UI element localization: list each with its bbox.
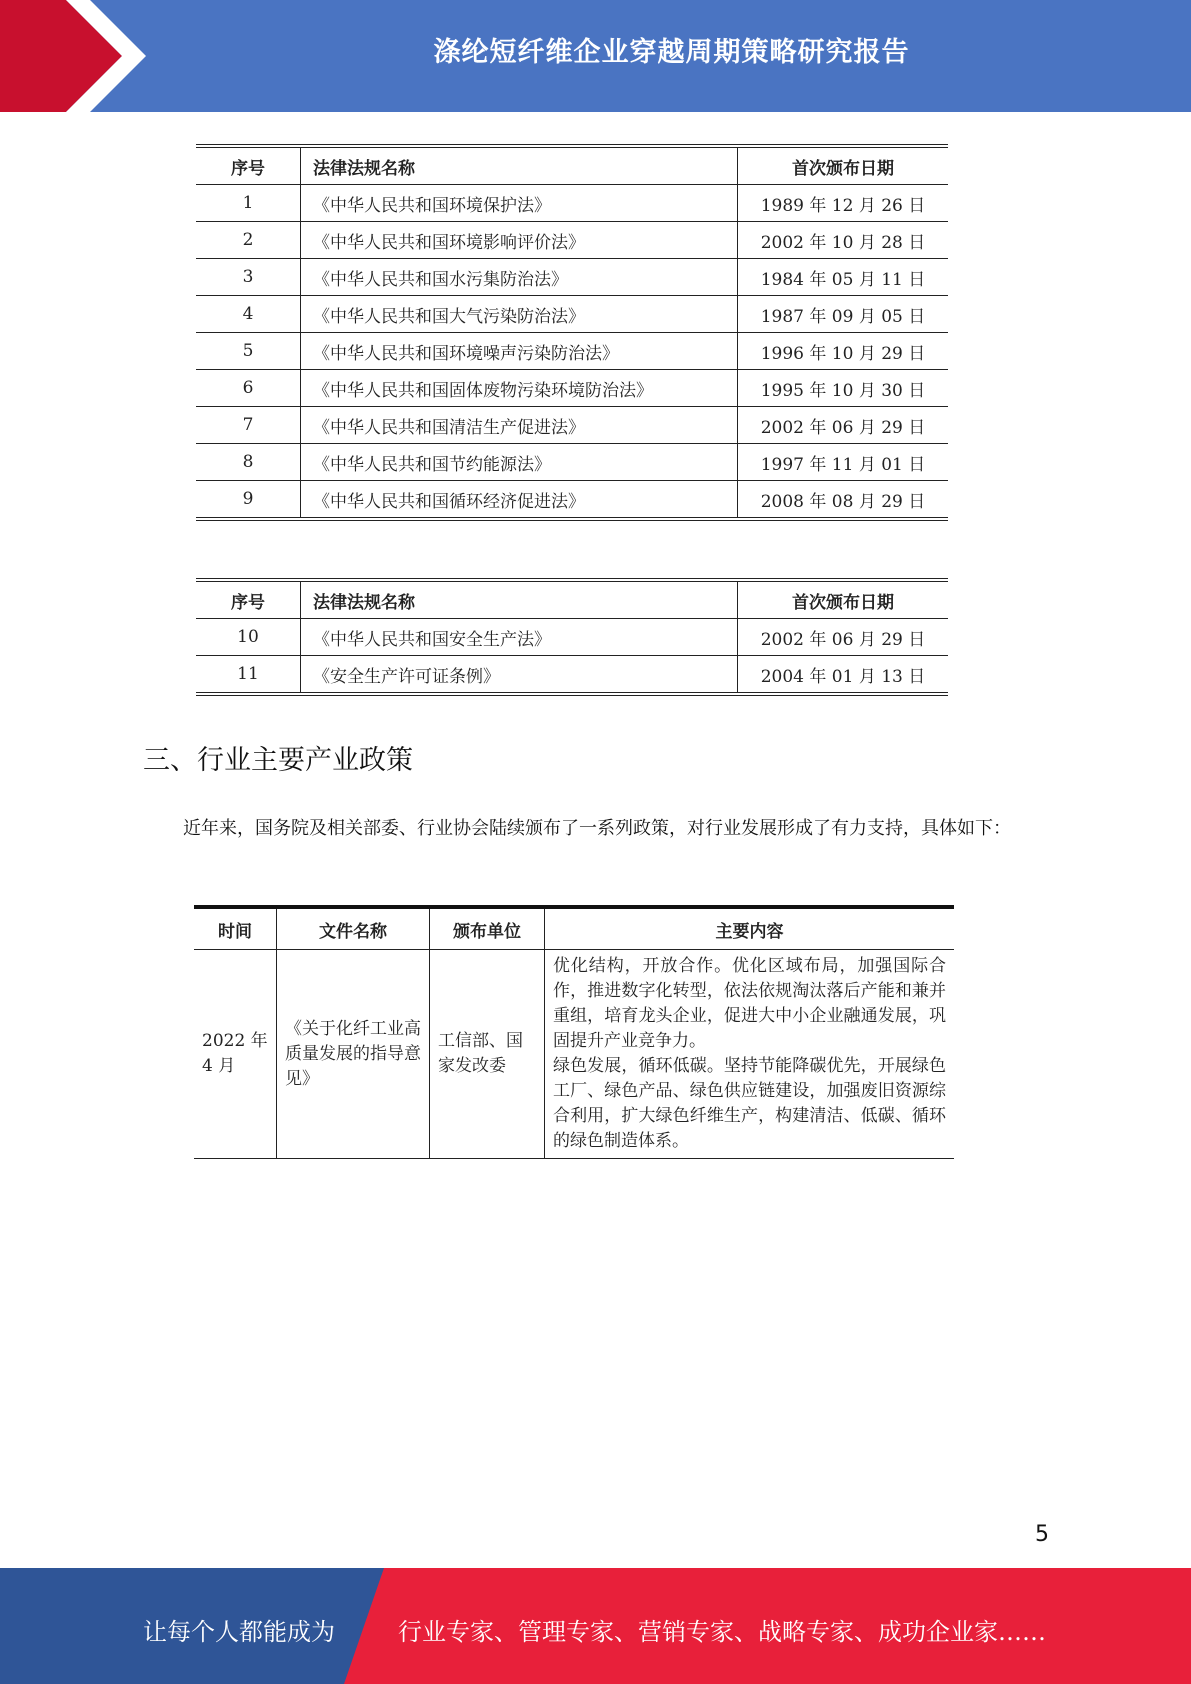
table-row bbox=[196, 185, 948, 222]
cell-law-name: 《中华人民共和国环境保护法》 bbox=[301, 185, 738, 222]
report-title: 涤纶短纤维企业穿越周期策略研究报告 bbox=[433, 37, 910, 68]
column-header-time: 时间 bbox=[194, 907, 277, 950]
cell-content bbox=[545, 950, 955, 1159]
table-row bbox=[196, 222, 948, 259]
cell-index: 5 bbox=[196, 333, 301, 370]
cell-index: 8 bbox=[196, 444, 301, 481]
cell-date: 2002 年 06 月 29 日 bbox=[738, 407, 949, 444]
table-row bbox=[196, 481, 948, 520]
cell-index: 3 bbox=[196, 259, 301, 296]
cell-law-name: 《中华人民共和国环境噪声污染防治法》 bbox=[301, 333, 738, 370]
cell-date: 2008 年 08 月 29 日 bbox=[738, 481, 949, 520]
cell-index: 10 bbox=[196, 619, 301, 656]
column-header-law-name: 法律法规名称 bbox=[301, 146, 738, 185]
content-paragraph: 优化结构，开放合作。优化区域布局，加强国际合作，推进数字化转型，依法依规淘汰落后产能和兼并重组，培育龙头企业，促进大中小企业融通发展，巩固提升产业竞争力。 bbox=[553, 956, 946, 1051]
cell-index: 2 bbox=[196, 222, 301, 259]
cell-law-name: 《中华人民共和国大气污染防治法》 bbox=[301, 296, 738, 333]
cell-date: 2002 年 06 月 29 日 bbox=[738, 619, 949, 656]
table-row bbox=[196, 333, 948, 370]
cell-law-name: 《中华人民共和国环境影响评价法》 bbox=[301, 222, 738, 259]
column-header-index: 序号 bbox=[196, 580, 301, 619]
column-header-document: 文件名称 bbox=[277, 907, 430, 950]
section-heading: 三、行业主要产业政策 bbox=[143, 745, 413, 776]
table-header-row bbox=[196, 580, 948, 619]
cell-date: 1996 年 10 月 29 日 bbox=[738, 333, 949, 370]
industry-policy-table bbox=[194, 905, 954, 1159]
cell-law-name: 《中华人民共和国循环经济促进法》 bbox=[301, 481, 738, 520]
column-header-date: 首次颁布日期 bbox=[738, 146, 949, 185]
cell-law-name: 《安全生产许可证条例》 bbox=[301, 656, 738, 695]
cell-law-name: 《中华人民共和国清洁生产促进法》 bbox=[301, 407, 738, 444]
report-header-band bbox=[0, 0, 1191, 112]
cell-document: 《关于化纤工业高质量发展的指导意见》 bbox=[277, 950, 430, 1159]
cell-index: 6 bbox=[196, 370, 301, 407]
environmental-law-table bbox=[196, 144, 948, 521]
cell-date: 1989 年 12 月 26 日 bbox=[738, 185, 949, 222]
table-row bbox=[196, 656, 948, 695]
header-chevron-decoration bbox=[0, 0, 152, 112]
cell-index: 4 bbox=[196, 296, 301, 333]
footer-slogan-right: 行业专家、管理专家、营销专家、战略专家、成功企业家…… bbox=[398, 1618, 1046, 1646]
table-header-row bbox=[196, 146, 948, 185]
column-header-date: 首次颁布日期 bbox=[738, 580, 949, 619]
safety-law-table bbox=[196, 578, 948, 696]
table-row bbox=[196, 259, 948, 296]
cell-law-name: 《中华人民共和国安全生产法》 bbox=[301, 619, 738, 656]
table-row bbox=[196, 407, 948, 444]
content-paragraph: 绿色发展，循环低碳。坚持节能降碳优先，开展绿色工厂、绿色产品、绿色供应链建设，加强废旧资源综合利用，扩大绿色纤维生产，构建清洁、低碳、循环的绿色制造体系。 bbox=[553, 1056, 946, 1151]
table-row bbox=[196, 296, 948, 333]
cell-date: 1984 年 05 月 11 日 bbox=[738, 259, 949, 296]
cell-index: 7 bbox=[196, 407, 301, 444]
cell-issuer: 工信部、国家发改委 bbox=[430, 950, 545, 1159]
column-header-content: 主要内容 bbox=[545, 907, 955, 950]
section-paragraph bbox=[143, 810, 1043, 848]
cell-time: 2022 年 4 月 bbox=[194, 950, 277, 1159]
column-header-issuer: 颁布单位 bbox=[430, 907, 545, 950]
table-row bbox=[196, 444, 948, 481]
cell-law-name: 《中华人民共和国水污集防治法》 bbox=[301, 259, 738, 296]
footer-band bbox=[0, 1568, 1191, 1684]
table-row bbox=[196, 370, 948, 407]
cell-index: 1 bbox=[196, 185, 301, 222]
cell-law-name: 《中华人民共和国节约能源法》 bbox=[301, 444, 738, 481]
cell-index: 9 bbox=[196, 481, 301, 520]
cell-date: 1995 年 10 月 30 日 bbox=[738, 370, 949, 407]
paragraph-text: 近年来，国务院及相关部委、行业协会陆续颁布了一系列政策，对行业发展形成了有力支持，具体如下： bbox=[183, 818, 1011, 839]
cell-law-name: 《中华人民共和国固体废物污染环境防治法》 bbox=[301, 370, 738, 407]
page-number: 5 bbox=[1035, 1522, 1049, 1547]
cell-date: 1987 年 09 月 05 日 bbox=[738, 296, 949, 333]
cell-date: 2004 年 01 月 13 日 bbox=[738, 656, 949, 695]
cell-index: 11 bbox=[196, 656, 301, 695]
column-header-law-name: 法律法规名称 bbox=[301, 580, 738, 619]
column-header-index: 序号 bbox=[196, 146, 301, 185]
footer-slogan-left: 让每个人都能成为 bbox=[143, 1618, 335, 1646]
table-row bbox=[194, 950, 954, 1159]
cell-date: 2002 年 10 月 28 日 bbox=[738, 222, 949, 259]
table-row bbox=[196, 619, 948, 656]
cell-date: 1997 年 11 月 01 日 bbox=[738, 444, 949, 481]
table-header-row bbox=[194, 907, 954, 950]
